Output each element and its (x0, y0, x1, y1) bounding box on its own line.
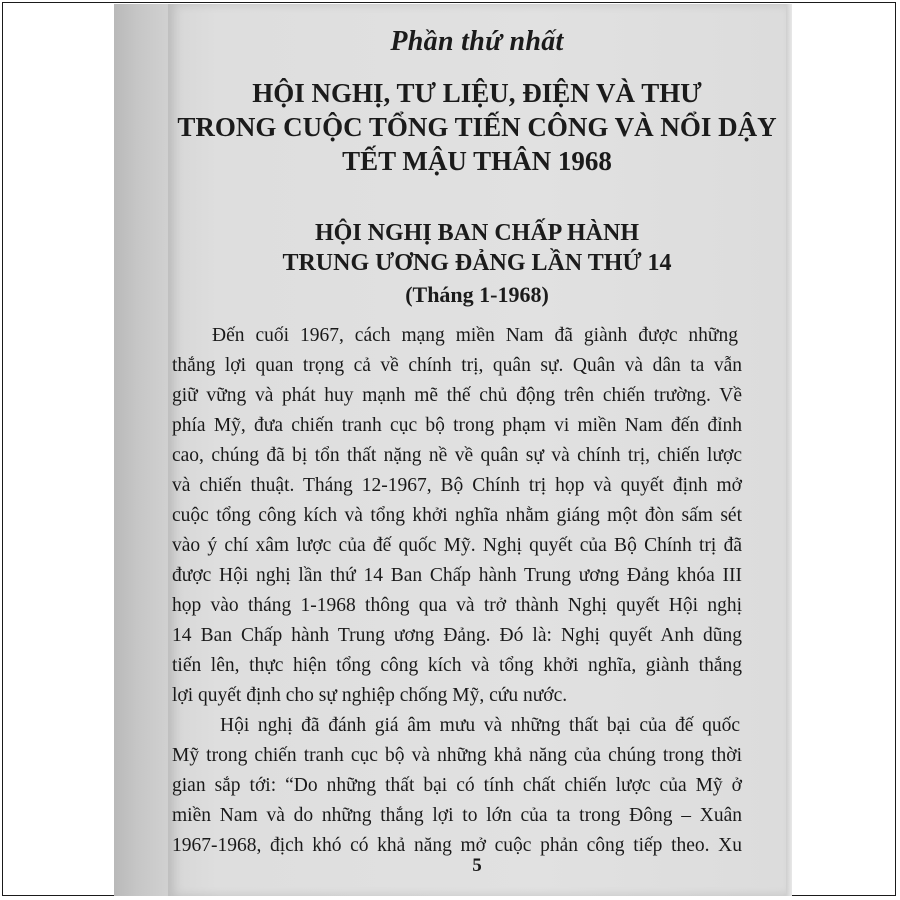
main-title-line-3: TẾT MẬU THÂN 1968 (342, 146, 612, 176)
paragraph-1-line: giữ vững và phát huy mạnh mẽ thế chủ động trên chiến trường. Về (172, 385, 742, 406)
paragraph-1-line: thắng lợi quan trọng cả về chính trị, quân sự. Quân và dân ta vẫn (172, 355, 742, 376)
paragraph-1-line: phía Mỹ, đưa chiến tranh cục bộ trong phạm vi miền Nam đến đỉnh (172, 415, 742, 436)
paragraph-2-line: 1967-1968, địch khó có khả năng mở cuộc phản công tiếp theo. Xu (172, 835, 742, 856)
paragraph-1-line: cao, chúng đã bị tổn thất nặng nề về quân sự và chính trị, chiến lược (172, 445, 742, 466)
main-title-line-1: HỘI NGHỊ, TƯ LIỆU, ĐIỆN VÀ THƯ (252, 78, 702, 108)
section-date: (Tháng 1-1968) (405, 282, 549, 307)
paragraph-1-line: 14 Ban Chấp hành Trung ương Đảng. Đó là: Nghị quyết Anh dũng (172, 625, 742, 646)
paragraph-1-line: họp vào tháng 1-1968 thông qua và trở thành Nghị quyết Hội nghị (172, 595, 742, 616)
section-title-line-2: TRUNG ƯƠNG ĐẢNG LẦN THỨ 14 (282, 250, 672, 276)
section-title-line-1: HỘI NGHỊ BAN CHẤP HÀNH (314, 220, 640, 246)
adjacent-page-margin (114, 4, 172, 896)
page-edge (786, 4, 792, 896)
paragraph-1-line: lợi quyết định cho sự nghiệp chống Mỹ, cứu nước. (172, 685, 568, 706)
paragraph-1-line: vào ý chí xâm lược của đế quốc Mỹ. Nghị quyết của Bộ Chính trị đã (172, 535, 742, 556)
paragraph-1-line: được Hội nghị lần thứ 14 Ban Chấp hành Trung ương Đảng khóa III (172, 565, 742, 586)
page-number: 5 (472, 855, 482, 876)
paragraph-2-line: miền Nam và do những thắng lợi to lớn của ta trong Đông – Xuân (172, 805, 742, 826)
paragraph-1-line: Đến cuối 1967, cách mạng miền Nam đã giành được những (212, 325, 738, 346)
part-heading: Phần thứ nhất (390, 26, 564, 57)
paragraph-1-line: và chiến thuật. Tháng 12-1967, Bộ Chính trị họp và quyết định mở (172, 475, 742, 496)
main-title-line-2: TRONG CUỘC TỔNG TIẾN CÔNG VÀ NỔI DẬY (177, 112, 777, 142)
paragraph-2-line: Mỹ trong chiến tranh cục bộ và những khả năng của chúng trong thời (172, 745, 742, 766)
paragraph-1-line: tiến lên, thực hiện tổng công kích và tổng khởi nghĩa, giành thắng (172, 655, 742, 676)
paragraph-2-line: Hội nghị đã đánh giá âm mưu và những thất bại của đế quốc (220, 715, 740, 736)
paragraph-1-line: cuộc tổng công kích và tổng khởi nghĩa nhằm giáng một đòn sấm sét (172, 505, 742, 526)
paragraph-2-line: gian sắp tới: “Do những thất bại có tính chất chiến lược của Mỹ ở (172, 775, 742, 796)
